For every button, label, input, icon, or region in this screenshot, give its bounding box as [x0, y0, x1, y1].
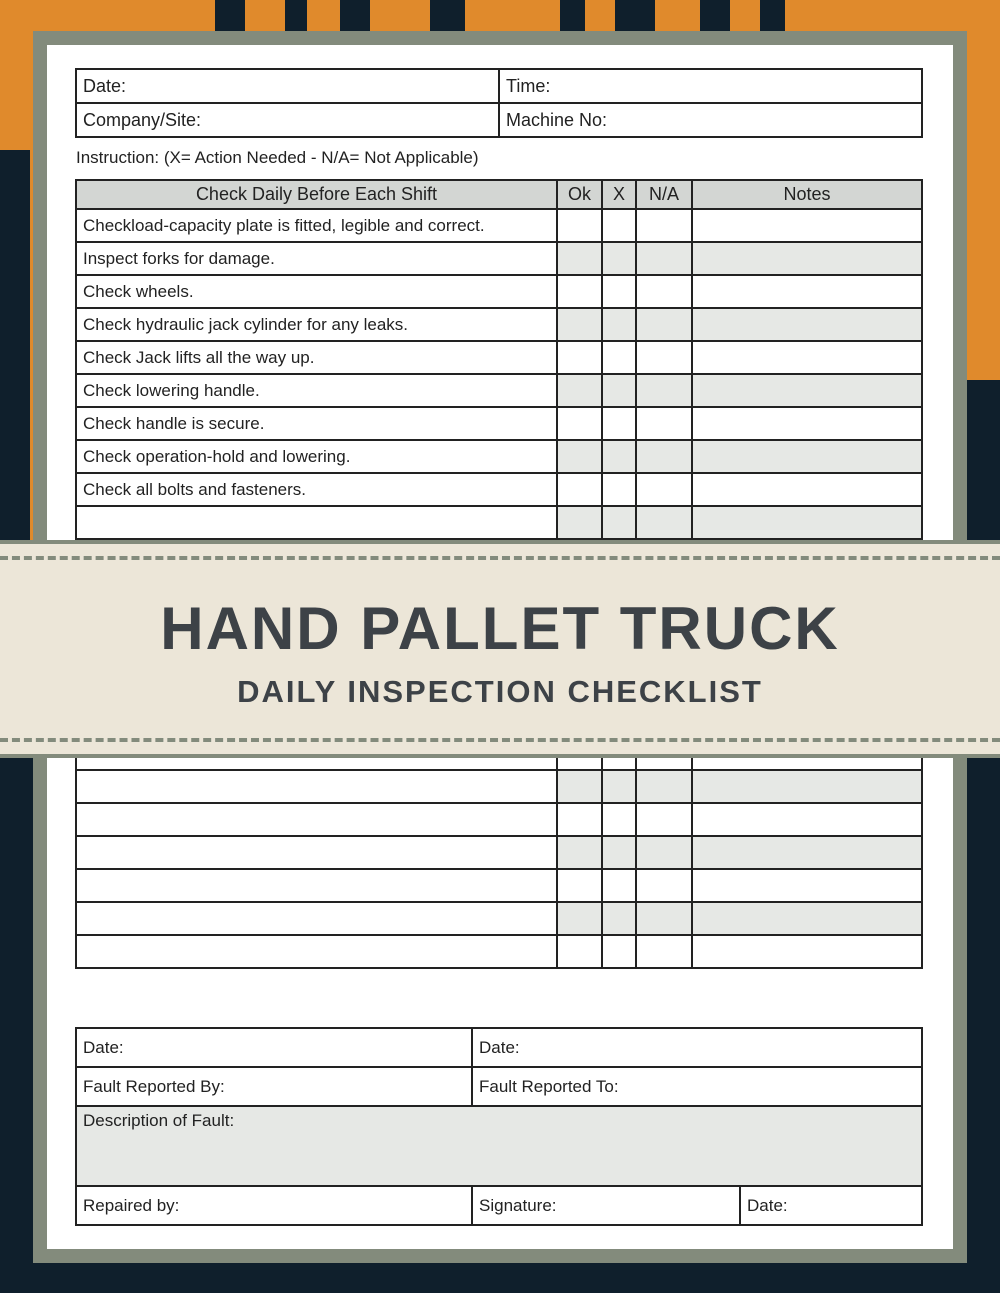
checklist-item-label: [76, 902, 557, 935]
ok-checkbox[interactable]: [557, 341, 602, 374]
checklist-item-label: [76, 506, 557, 539]
notes-field[interactable]: [692, 209, 922, 242]
na-checkbox[interactable]: [636, 374, 692, 407]
checklist-item-label: Check lowering handle.: [76, 374, 557, 407]
column-header-check: Check Daily Before Each Shift: [76, 180, 557, 209]
x-checkbox[interactable]: [602, 506, 636, 539]
na-checkbox[interactable]: [636, 275, 692, 308]
checklist-row: [76, 440, 922, 473]
na-checkbox[interactable]: [636, 770, 692, 803]
notes-field[interactable]: [692, 308, 922, 341]
notes-field[interactable]: [692, 473, 922, 506]
machine-no-field[interactable]: Machine No:: [499, 103, 922, 137]
checklist-row: [76, 869, 922, 902]
na-checkbox[interactable]: [636, 836, 692, 869]
x-checkbox[interactable]: [602, 242, 636, 275]
checklist-row: [76, 341, 922, 374]
na-checkbox[interactable]: [636, 242, 692, 275]
banner-stitch-bottom: [0, 738, 1000, 742]
checklist-row: [76, 770, 922, 803]
checklist-item-label: Checkload-capacity plate is fitted, legible and correct.: [76, 209, 557, 242]
silhouette-decoration: [215, 0, 245, 31]
x-checkbox[interactable]: [602, 869, 636, 902]
ok-checkbox[interactable]: [557, 242, 602, 275]
fault-reported-by-field[interactable]: Fault Reported By:: [76, 1067, 472, 1106]
x-checkbox[interactable]: [602, 440, 636, 473]
ok-checkbox[interactable]: [557, 440, 602, 473]
description-of-fault-field[interactable]: Description of Fault:: [76, 1106, 922, 1186]
checklist-item-label: [76, 770, 557, 803]
notes-field[interactable]: [692, 374, 922, 407]
checklist-row: [76, 374, 922, 407]
checklist-row: [76, 836, 922, 869]
checklist-row: [76, 506, 922, 539]
x-checkbox[interactable]: [602, 374, 636, 407]
fault-date-right[interactable]: Date:: [472, 1028, 922, 1067]
x-checkbox[interactable]: [602, 836, 636, 869]
notes-field[interactable]: [692, 836, 922, 869]
na-checkbox[interactable]: [636, 473, 692, 506]
ok-checkbox[interactable]: [557, 473, 602, 506]
banner-stitch-top: [0, 556, 1000, 560]
notes-field[interactable]: [692, 803, 922, 836]
checklist-item-label: Inspect forks for damage.: [76, 242, 557, 275]
ok-checkbox[interactable]: [557, 869, 602, 902]
notes-field[interactable]: [692, 242, 922, 275]
banner-subtitle: DAILY INSPECTION CHECKLIST: [237, 674, 763, 709]
na-checkbox[interactable]: [636, 407, 692, 440]
fault-report-table: [75, 1027, 923, 1226]
checklist-item-label: [76, 836, 557, 869]
silhouette-decoration: [760, 0, 785, 31]
na-checkbox[interactable]: [636, 902, 692, 935]
repaired-by-field[interactable]: Repaired by:: [76, 1186, 472, 1225]
na-checkbox[interactable]: [636, 209, 692, 242]
final-date-field[interactable]: Date:: [740, 1186, 922, 1225]
checklist-row: [76, 935, 922, 968]
na-checkbox[interactable]: [636, 869, 692, 902]
notes-field[interactable]: [692, 275, 922, 308]
ok-checkbox[interactable]: [557, 275, 602, 308]
header-info-table: [75, 68, 923, 138]
company-site-field[interactable]: Company/Site:: [76, 103, 499, 137]
silhouette-decoration: [0, 150, 30, 540]
checklist-row: [76, 407, 922, 440]
silhouette-decoration: [340, 0, 370, 31]
fault-date-left[interactable]: Date:: [76, 1028, 472, 1067]
na-checkbox[interactable]: [636, 803, 692, 836]
silhouette-decoration: [700, 0, 730, 31]
checklist-item-label: Check all bolts and fasteners.: [76, 473, 557, 506]
banner-title: HAND PALLET TRUCK: [160, 595, 840, 662]
ok-checkbox[interactable]: [557, 506, 602, 539]
ok-checkbox[interactable]: [557, 770, 602, 803]
checklist-row: [76, 902, 922, 935]
silhouette-decoration: [615, 0, 655, 31]
x-checkbox[interactable]: [602, 308, 636, 341]
notes-field[interactable]: [692, 341, 922, 374]
notes-field[interactable]: [692, 506, 922, 539]
signature-field[interactable]: Signature:: [472, 1186, 740, 1225]
x-checkbox[interactable]: [602, 935, 636, 968]
column-header-ok: Ok: [557, 180, 602, 209]
silhouette-decoration: [430, 0, 465, 31]
x-checkbox[interactable]: [602, 803, 636, 836]
fault-reported-to-field[interactable]: Fault Reported To:: [472, 1067, 922, 1106]
na-checkbox[interactable]: [636, 935, 692, 968]
column-header-na: N/A: [636, 180, 692, 209]
x-checkbox[interactable]: [602, 275, 636, 308]
checklist-row: [76, 275, 922, 308]
column-header-x: X: [602, 180, 636, 209]
x-checkbox[interactable]: [602, 473, 636, 506]
ok-checkbox[interactable]: [557, 209, 602, 242]
column-header-notes: Notes: [692, 180, 922, 209]
checklist-row: [76, 803, 922, 836]
notes-field[interactable]: [692, 869, 922, 902]
checklist-item-label: Check hydraulic jack cylinder for any leaks.: [76, 308, 557, 341]
x-checkbox[interactable]: [602, 407, 636, 440]
x-checkbox[interactable]: [602, 770, 636, 803]
instruction-text: Instruction: (X= Action Needed - N/A= Not Applicable): [76, 148, 479, 167]
silhouette-decoration: [560, 0, 585, 31]
na-checkbox[interactable]: [636, 341, 692, 374]
silhouette-decoration: [967, 380, 1000, 540]
ok-checkbox[interactable]: [557, 935, 602, 968]
x-checkbox[interactable]: [602, 209, 636, 242]
notes-field[interactable]: [692, 440, 922, 473]
checklist-item-label: Check wheels.: [76, 275, 557, 308]
checklist-row: [76, 242, 922, 275]
notes-field[interactable]: [692, 770, 922, 803]
notes-field[interactable]: [692, 935, 922, 968]
checklist-item-label: Check operation-hold and lowering.: [76, 440, 557, 473]
silhouette-decoration: [285, 0, 307, 31]
title-banner: [0, 540, 1000, 758]
checklist-row: [76, 473, 922, 506]
ok-checkbox[interactable]: [557, 308, 602, 341]
checklist-row: [76, 209, 922, 242]
notes-field[interactable]: [692, 407, 922, 440]
time-field[interactable]: Time:: [499, 69, 922, 103]
ok-checkbox[interactable]: [557, 836, 602, 869]
checklist-item-label: [76, 935, 557, 968]
x-checkbox[interactable]: [602, 902, 636, 935]
notes-field[interactable]: [692, 902, 922, 935]
x-checkbox[interactable]: [602, 341, 636, 374]
checklist-item-label: Check handle is secure.: [76, 407, 557, 440]
checklist-item-label: Check Jack lifts all the way up.: [76, 341, 557, 374]
checklist-row: [76, 308, 922, 341]
ok-checkbox[interactable]: [557, 374, 602, 407]
ok-checkbox[interactable]: [557, 902, 602, 935]
date-field[interactable]: Date:: [76, 69, 499, 103]
checklist-item-label: [76, 803, 557, 836]
ok-checkbox[interactable]: [557, 407, 602, 440]
na-checkbox[interactable]: [636, 308, 692, 341]
na-checkbox[interactable]: [636, 506, 692, 539]
checklist-item-label: [76, 869, 557, 902]
ok-checkbox[interactable]: [557, 803, 602, 836]
na-checkbox[interactable]: [636, 440, 692, 473]
